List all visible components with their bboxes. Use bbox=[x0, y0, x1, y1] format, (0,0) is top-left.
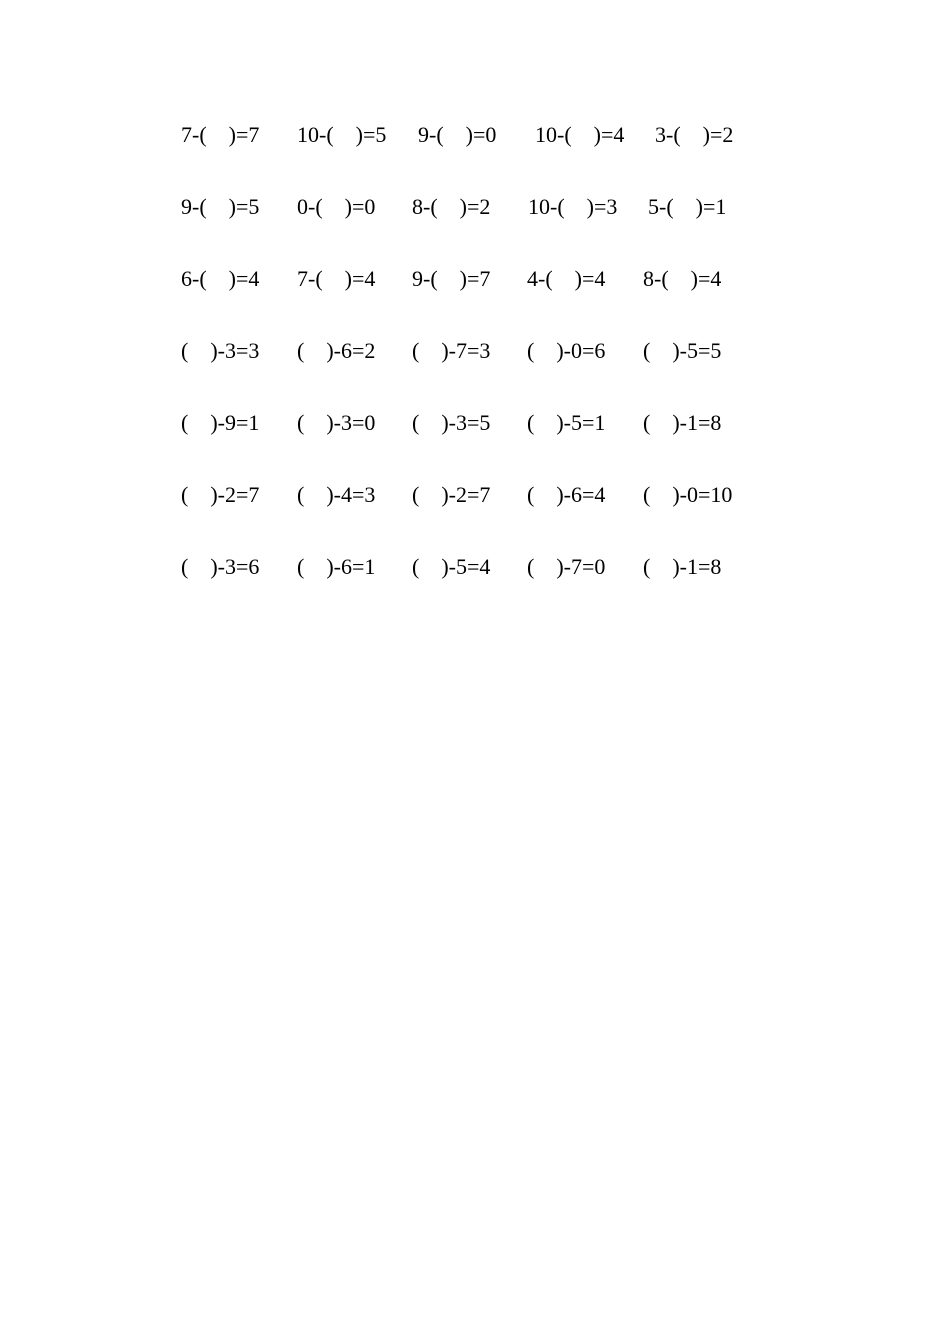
math-problem: ( )-1=8 bbox=[643, 410, 722, 435]
math-problem: 9-( )=0 bbox=[418, 122, 497, 147]
problem-row-3 bbox=[0, 265, 950, 305]
math-problem: 7-( )=4 bbox=[297, 266, 376, 291]
math-problem: ( )-6=4 bbox=[527, 482, 606, 507]
math-problem: 9-( )=5 bbox=[181, 194, 260, 219]
problem-row-6 bbox=[0, 481, 950, 521]
math-problem: ( )-2=7 bbox=[412, 482, 491, 507]
problem-row-1 bbox=[0, 121, 950, 161]
math-problem: 9-( )=7 bbox=[412, 266, 491, 291]
math-problem: ( )-6=1 bbox=[297, 554, 376, 579]
math-problem: ( )-6=2 bbox=[297, 338, 376, 363]
math-problem: 7-( )=7 bbox=[181, 122, 260, 147]
math-problem: ( )-3=5 bbox=[412, 410, 491, 435]
math-problem: 8-( )=4 bbox=[643, 266, 722, 291]
math-problem: 5-( )=1 bbox=[648, 194, 727, 219]
math-problem: 10-( )=5 bbox=[297, 122, 387, 147]
problem-row-7 bbox=[0, 553, 950, 593]
math-problem: ( )-7=0 bbox=[527, 554, 606, 579]
math-problem: ( )-4=3 bbox=[297, 482, 376, 507]
math-problem: ( )-9=1 bbox=[181, 410, 260, 435]
math-problem: ( )-1=8 bbox=[643, 554, 722, 579]
math-problem: ( )-2=7 bbox=[181, 482, 260, 507]
math-problem: 3-( )=2 bbox=[655, 122, 734, 147]
math-problem: ( )-0=10 bbox=[643, 482, 733, 507]
math-problem: ( )-3=0 bbox=[297, 410, 376, 435]
math-problem: 0-( )=0 bbox=[297, 194, 376, 219]
math-problem: ( )-5=4 bbox=[412, 554, 491, 579]
math-problem: ( )-7=3 bbox=[412, 338, 491, 363]
problem-row-4 bbox=[0, 337, 950, 377]
math-problem: ( )-3=3 bbox=[181, 338, 260, 363]
math-problem: 6-( )=4 bbox=[181, 266, 260, 291]
math-problem: ( )-5=5 bbox=[643, 338, 722, 363]
problem-row-2 bbox=[0, 193, 950, 233]
problem-row-5 bbox=[0, 409, 950, 449]
math-problem: ( )-3=6 bbox=[181, 554, 260, 579]
math-problem: 10-( )=3 bbox=[528, 194, 618, 219]
math-problem: ( )-0=6 bbox=[527, 338, 606, 363]
math-problem: 8-( )=2 bbox=[412, 194, 491, 219]
math-problem: 4-( )=4 bbox=[527, 266, 606, 291]
math-problem: ( )-5=1 bbox=[527, 410, 606, 435]
math-problem: 10-( )=4 bbox=[535, 122, 625, 147]
